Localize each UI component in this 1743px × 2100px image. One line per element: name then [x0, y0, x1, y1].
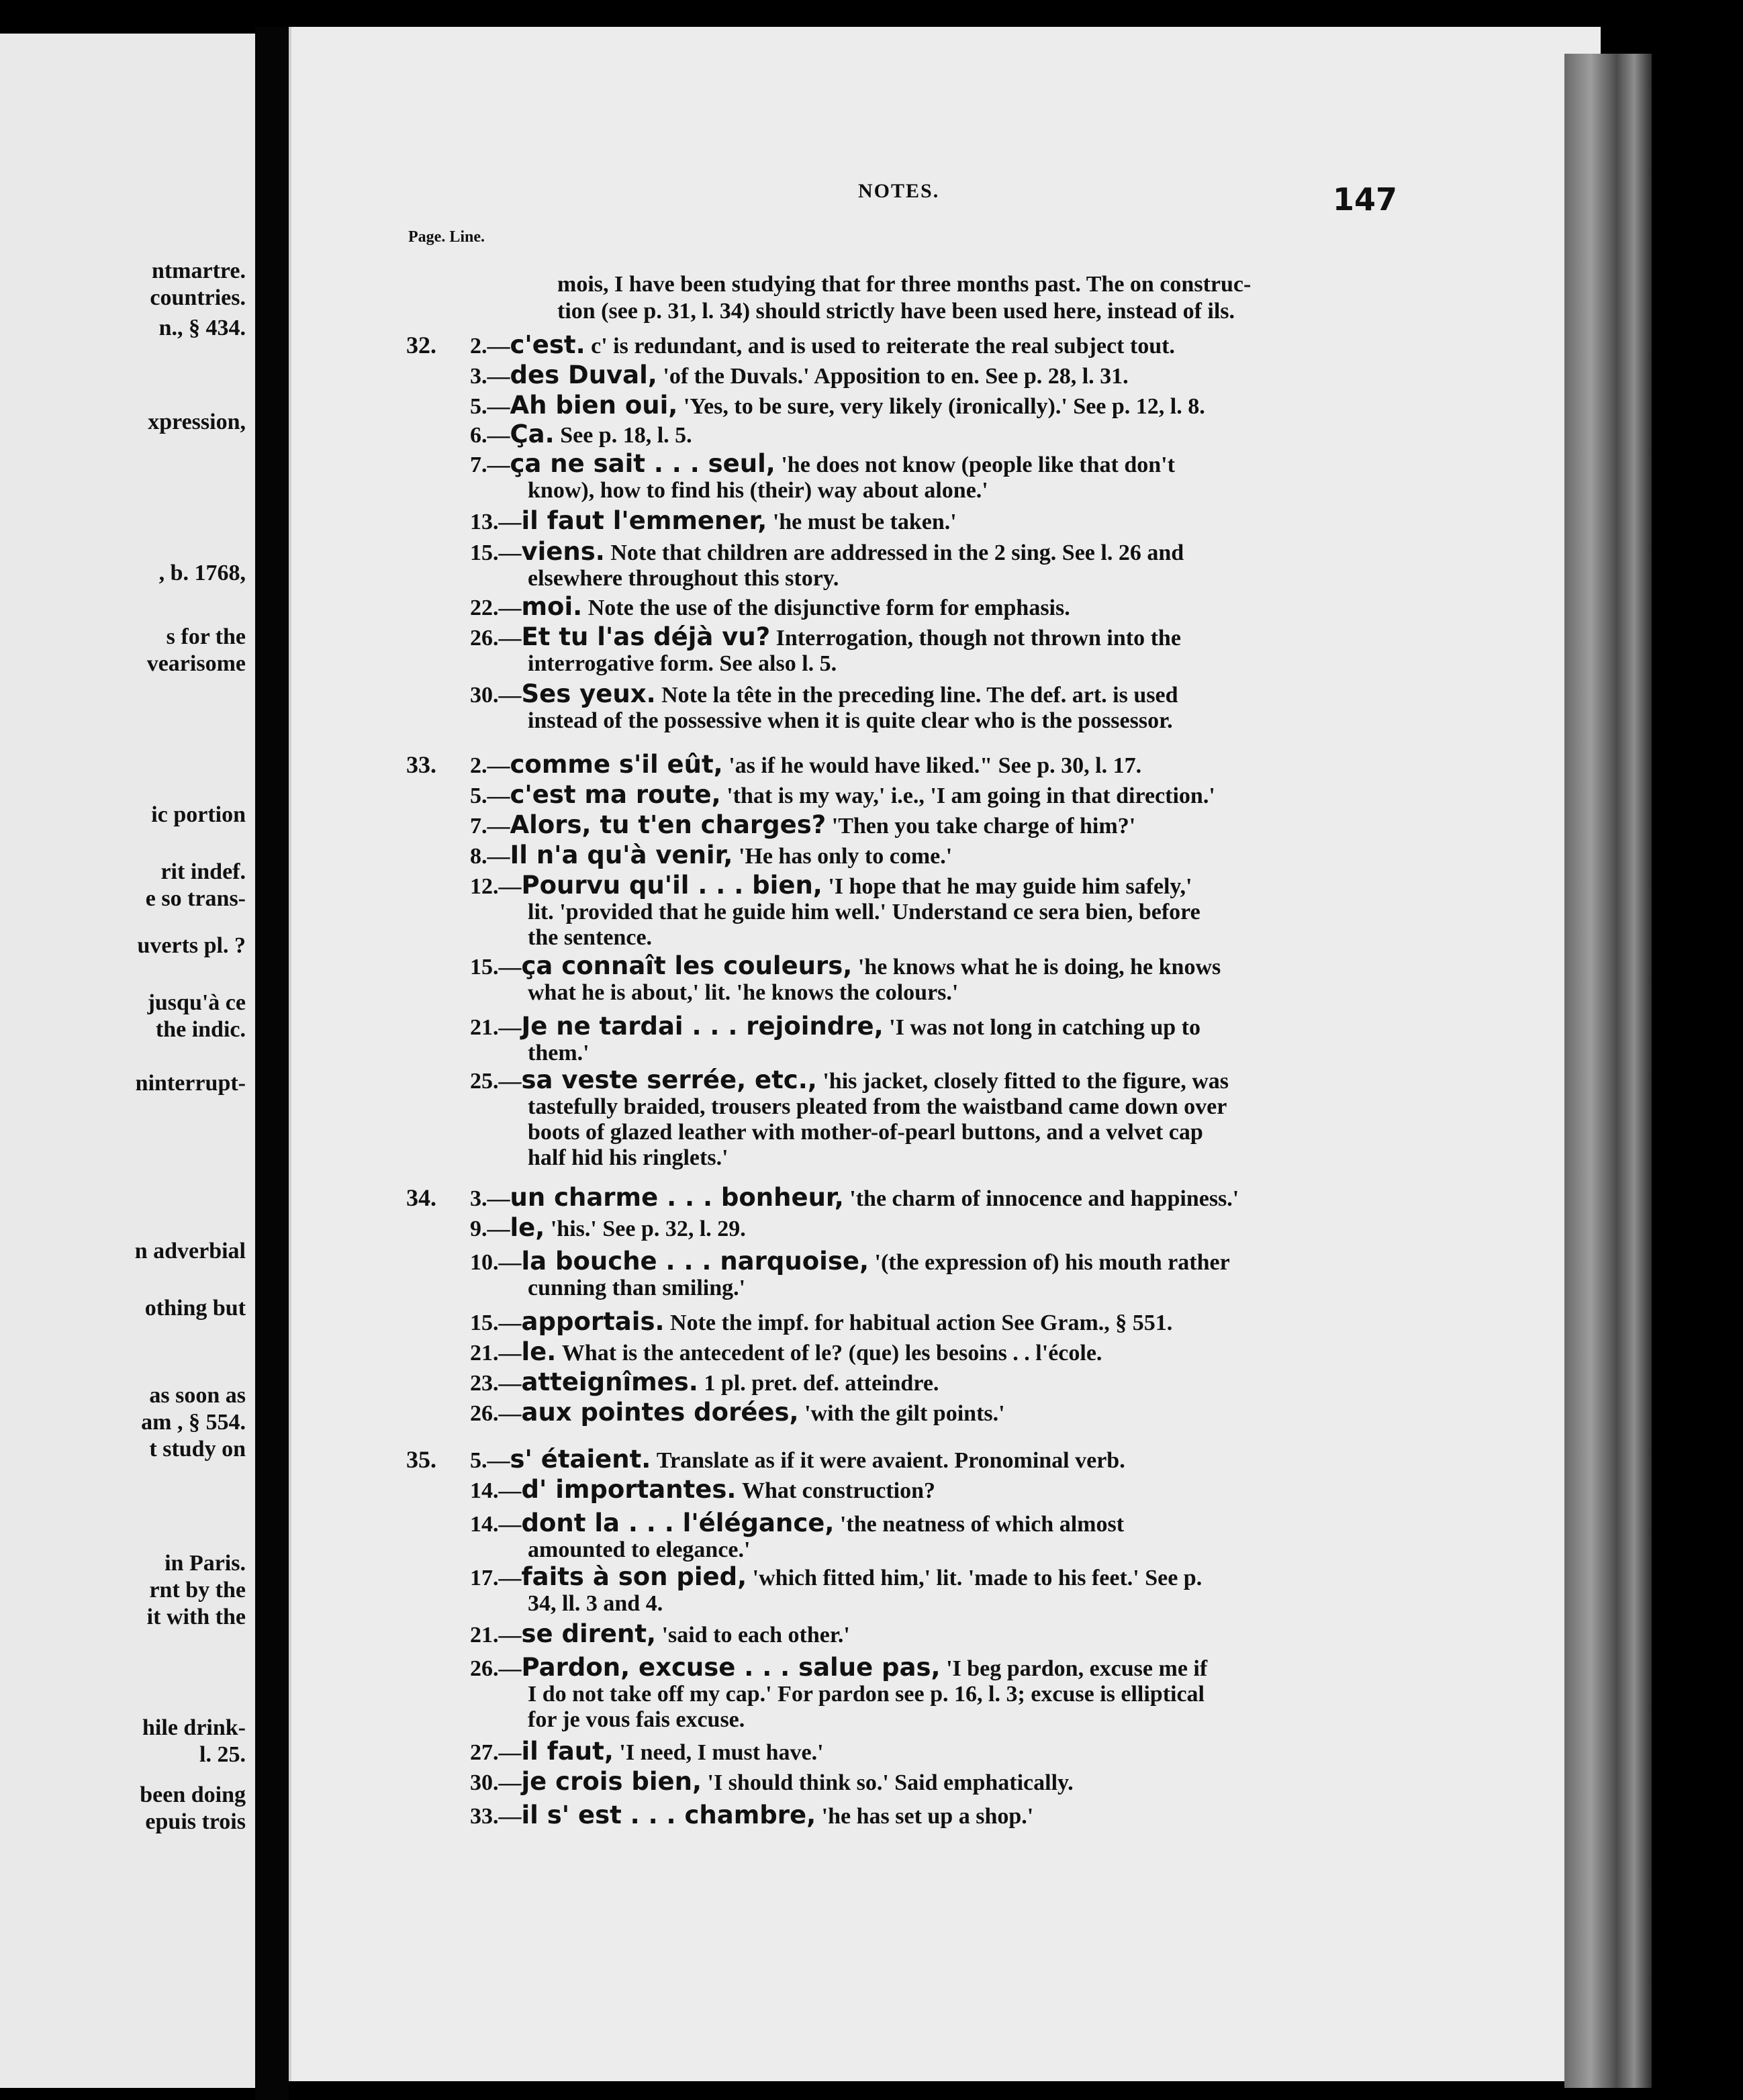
headword: apportais. — [521, 1307, 665, 1336]
line-ref: 6.— — [470, 423, 510, 448]
note-entry — [470, 624, 1181, 677]
note-entry — [470, 843, 952, 869]
line-ref: 9.— — [470, 1216, 510, 1241]
headword: le, — [510, 1213, 545, 1242]
note-entry — [470, 1769, 1074, 1796]
note-entry — [470, 1249, 1230, 1301]
headword: il faut, — [521, 1737, 614, 1766]
gloss: 'I should think so.' Said emphatically. — [707, 1770, 1074, 1795]
gloss: mois, I have been studying that for three months past. The on construc- — [557, 272, 1252, 297]
gloss-continuation: elsewhere throughout this story. — [528, 566, 839, 591]
headword: Ah bien oui, — [510, 391, 678, 420]
gloss: 'I hope that he may guide him safely,' — [828, 874, 1192, 899]
gloss: Interrogation, though not thrown into the — [775, 626, 1181, 651]
line-ref: 15.— — [470, 540, 522, 565]
headword: ça connaît les couleurs, — [521, 951, 853, 980]
headword: il faut l'emmener, — [521, 506, 767, 535]
headword: un charme . . . bonheur, — [510, 1183, 844, 1212]
gloss: 'his jacket, closely fitted to the figure, was — [822, 1069, 1229, 1094]
running-title: NOTES. — [858, 180, 940, 202]
headword: Il n'a qu'à venir, — [510, 841, 733, 869]
line-ref: 21.— — [470, 1341, 522, 1366]
gloss: 'He has only to come.' — [738, 844, 953, 869]
headword: Alors, tu t'en charges? — [510, 810, 827, 839]
gloss-continuation: instead of the possessive when it is quite clear who is the possessor. — [528, 708, 1173, 733]
note-entry — [470, 363, 1129, 389]
line-ref: 12.— — [470, 874, 522, 899]
note-entry — [406, 750, 1142, 779]
headword: dont la . . . l'élégance, — [521, 1509, 835, 1537]
line-ref: 3.— — [470, 1186, 510, 1211]
line-ref: 5.— — [470, 1448, 510, 1473]
headword: faits à son pied, — [521, 1562, 747, 1591]
headword: c'est. — [510, 330, 585, 359]
gloss-continuation: what he is about,' lit. 'he knows the colours.' — [528, 980, 959, 1005]
page-ref: 33. — [406, 751, 436, 778]
line-ref: 23.— — [470, 1371, 522, 1396]
note-entry — [470, 1564, 1202, 1617]
line-ref: 26.— — [470, 1656, 522, 1681]
page-ref: 34. — [406, 1184, 436, 1211]
gloss: 'Yes, to be sure, very likely (ironically).' See p. 12, l. 8. — [683, 394, 1205, 419]
note-entry — [406, 330, 1175, 359]
line-ref: 14.— — [470, 1512, 522, 1537]
gloss: tion (see p. 31, l. 34) should strictly have been used here, instead of ils. — [557, 299, 1235, 324]
headword: Pourvu qu'il . . . bien, — [521, 871, 822, 900]
headword: se dirent, — [521, 1619, 657, 1648]
gloss: 'I need, I must have.' — [619, 1740, 824, 1765]
gloss: 'that is my way,' i.e., 'I am going in that direction.' — [726, 783, 1215, 808]
facing-page-fragment — [0, 34, 259, 2088]
left-page-line: ninterrupt- — [135, 1071, 246, 1096]
left-page-line: it with the — [146, 1605, 246, 1629]
note-entry — [406, 1183, 1239, 1212]
note-entry — [470, 782, 1215, 809]
line-ref: 21.— — [470, 1015, 522, 1040]
note-entry — [470, 1215, 746, 1242]
note-entry — [557, 299, 1235, 324]
gloss: Note that children are addressed in the 2 sing. See l. 26 and — [610, 540, 1184, 565]
left-page-line: as soon as — [149, 1383, 246, 1408]
line-ref: 21.— — [470, 1623, 522, 1648]
left-page-line: t study on — [149, 1437, 246, 1462]
gloss-continuation: know), how to find his (their) way about alone.' — [528, 478, 988, 503]
left-page-line: ic portion — [151, 802, 246, 827]
note-entry — [470, 1014, 1200, 1066]
line-ref: 30.— — [470, 683, 522, 708]
page-line-label: Page. Line. — [408, 228, 485, 246]
left-page-line: s for the — [166, 624, 246, 649]
line-ref: 5.— — [470, 783, 510, 808]
gloss: Translate as if it were avaient. Pronominal verb. — [656, 1448, 1125, 1473]
headword: viens. — [521, 537, 605, 566]
headword: d' importantes. — [521, 1475, 737, 1504]
note-entry — [470, 1477, 935, 1504]
note-entry — [470, 1339, 1102, 1366]
gloss: Note la tête in the preceding line. The def. art. is used — [661, 683, 1178, 708]
left-page-line: am , § 554. — [141, 1410, 246, 1435]
headword: le. — [521, 1337, 557, 1366]
gloss-continuation: 34, ll. 3 and 4. — [528, 1591, 663, 1616]
line-ref: 25.— — [470, 1069, 522, 1094]
line-ref: 7.— — [470, 814, 510, 839]
gloss: 'with the gilt points.' — [804, 1401, 1005, 1426]
headword: Ça. — [510, 420, 555, 448]
left-page-line: ntmartre. — [151, 258, 246, 283]
line-ref: 26.— — [470, 626, 522, 651]
line-ref: 14.— — [470, 1478, 522, 1503]
headword: je crois bien, — [521, 1767, 702, 1796]
gloss-continuation: half hid his ringlets.' — [528, 1145, 728, 1170]
left-page-line: e so trans- — [145, 886, 246, 911]
page-number: 147 — [1333, 181, 1398, 218]
page-ref: 32. — [406, 332, 436, 359]
line-ref: 15.— — [470, 955, 522, 980]
note-entry — [470, 1655, 1207, 1733]
note-entry — [470, 681, 1178, 734]
note-entry — [470, 594, 1070, 621]
left-page-line: jusqu'à ce — [147, 990, 246, 1015]
gloss: 'I beg pardon, excuse me if — [946, 1656, 1208, 1681]
gloss: 'he has set up a shop.' — [821, 1804, 1034, 1829]
note-entry — [470, 1803, 1033, 1829]
line-ref: 27.— — [470, 1740, 522, 1765]
left-page-line: uverts pl. ? — [137, 933, 246, 958]
note-entry — [557, 272, 1251, 297]
note-entry — [470, 1400, 1005, 1427]
line-ref: 7.— — [470, 452, 510, 477]
gloss-continuation: I do not take off my cap.' For pardon see p. 16, l. 3; excuse is elliptical — [528, 1682, 1205, 1707]
gloss-continuation: interrogative form. See also l. 5. — [528, 651, 837, 676]
line-ref: 17.— — [470, 1566, 522, 1590]
note-entry — [470, 1621, 850, 1648]
note-entry — [470, 1309, 1172, 1336]
headword: s' étaient. — [510, 1445, 651, 1474]
gloss-continuation: lit. 'provided that he guide him well.' Understand ce sera bien, before — [528, 900, 1200, 924]
left-page-line: l. 25. — [199, 1742, 246, 1767]
gloss: c' is redundant, and is used to reiterate the real subject tout. — [591, 334, 1175, 359]
line-ref: 22.— — [470, 595, 522, 620]
gloss: 'he knows what he is doing, he knows — [857, 955, 1221, 980]
note-entry — [470, 812, 1135, 839]
note-entry — [470, 508, 957, 535]
gloss-continuation: tastefully braided, trousers pleated from the waistband came down over — [528, 1094, 1227, 1119]
left-page-line: xpression, — [148, 410, 246, 434]
note-entry — [470, 1370, 939, 1396]
note-entry — [470, 953, 1221, 1006]
gloss-continuation: boots of glazed leather with mother-of-pearl buttons, and a velvet cap — [528, 1120, 1203, 1145]
left-page-line: vearisome — [146, 651, 246, 676]
line-ref: 13.— — [470, 510, 522, 534]
note-entry — [406, 1445, 1125, 1474]
headword: Je ne tardai . . . rejoindre, — [521, 1012, 884, 1041]
gloss: What is the antecedent of le? (que) les besoins . . l'école. — [561, 1341, 1102, 1366]
headword: Ses yeux. — [521, 679, 656, 708]
page-edges — [1564, 54, 1652, 2088]
line-ref: 33.— — [470, 1804, 522, 1829]
headword: moi. — [521, 592, 583, 621]
note-entry — [470, 1739, 824, 1766]
note-entry — [470, 422, 692, 448]
book-gutter — [255, 27, 289, 2100]
left-page-line: countries. — [150, 285, 246, 310]
gloss-continuation: them.' — [528, 1041, 590, 1065]
line-ref: 15.— — [470, 1310, 522, 1335]
gloss: 'the neatness of which almost — [839, 1512, 1125, 1537]
gloss-continuation: amounted to elegance.' — [528, 1537, 751, 1562]
left-page-line: epuis trois — [145, 1809, 246, 1834]
left-page-line: been doing — [140, 1782, 246, 1807]
left-page-line: n., § 434. — [158, 316, 246, 340]
gloss: 'of the Duvals.' Apposition to en. See p. 28, l. 31. — [663, 364, 1129, 389]
headword: comme s'il eût, — [510, 750, 723, 779]
left-page-line: n adverbial — [134, 1239, 246, 1263]
note-entry — [470, 1511, 1124, 1563]
line-ref: 10.— — [470, 1250, 522, 1275]
gloss: 'Then you take charge of him?' — [831, 814, 1136, 839]
gloss: 'he does not know (people like that don't — [781, 452, 1175, 477]
gloss: 'which fitted him,' lit. 'made to his feet.' See p. — [752, 1566, 1203, 1590]
headword: des Duval, — [510, 361, 657, 389]
gloss: 'as if he would have liked." See p. 30, l. 17. — [728, 753, 1142, 778]
headword: c'est ma route, — [510, 780, 721, 809]
note-entry — [470, 1067, 1229, 1171]
headword: aux pointes dorées, — [521, 1398, 799, 1427]
gloss: 'the charm of innocence and happiness.' — [849, 1186, 1239, 1211]
line-ref: 30.— — [470, 1770, 522, 1795]
headword: il s' est . . . chambre, — [521, 1801, 816, 1829]
note-entry — [470, 393, 1205, 420]
line-ref: 2.— — [470, 334, 510, 359]
left-page-line: othing but — [144, 1296, 246, 1321]
left-page-line: rit indef. — [160, 859, 246, 884]
left-page-line: rnt by the — [149, 1578, 246, 1603]
headword: sa veste serrée, etc., — [521, 1065, 817, 1094]
gloss-continuation: the sentence. — [528, 925, 653, 950]
gloss: What construction? — [741, 1478, 936, 1503]
headword: la bouche . . . narquoise, — [521, 1247, 869, 1276]
headword: atteignîmes. — [521, 1368, 698, 1396]
gloss: 'I was not long in catching up to — [889, 1015, 1200, 1040]
line-ref: 8.— — [470, 844, 510, 869]
gloss: 'his.' See p. 32, l. 29. — [550, 1216, 746, 1241]
left-page-line: in Paris. — [164, 1551, 246, 1576]
page-ref: 35. — [406, 1446, 436, 1473]
note-entry — [470, 539, 1184, 591]
line-ref: 2.— — [470, 753, 510, 778]
gloss: See p. 18, l. 5. — [560, 423, 692, 448]
headword: Et tu l'as déjà vu? — [521, 622, 771, 651]
gloss: Note the use of the disjunctive form for emphasis. — [587, 595, 1070, 620]
left-page-line: hile drink- — [142, 1715, 246, 1740]
line-ref: 26.— — [470, 1401, 522, 1426]
gloss: '(the expression of) his mouth rather — [874, 1250, 1230, 1275]
note-entry — [470, 873, 1200, 951]
headword: ça ne sait . . . seul, — [510, 449, 775, 478]
line-ref: 5.— — [470, 394, 510, 419]
left-page-line: , b. 1768, — [158, 561, 246, 585]
line-ref: 3.— — [470, 364, 510, 389]
gloss-continuation: cunning than smiling.' — [528, 1276, 746, 1300]
note-entry — [470, 451, 1175, 504]
gloss: 'he must be taken.' — [772, 510, 957, 534]
gloss: Note the impf. for habitual action See Gram., § 551. — [670, 1310, 1173, 1335]
gloss: 'said to each other.' — [661, 1623, 850, 1648]
left-page-line: the indic. — [155, 1017, 246, 1042]
gloss-continuation: for je vous fais excuse. — [528, 1707, 745, 1732]
headword: Pardon, excuse . . . salue pas, — [521, 1653, 941, 1682]
gloss: 1 pl. pret. def. atteindre. — [704, 1371, 939, 1396]
